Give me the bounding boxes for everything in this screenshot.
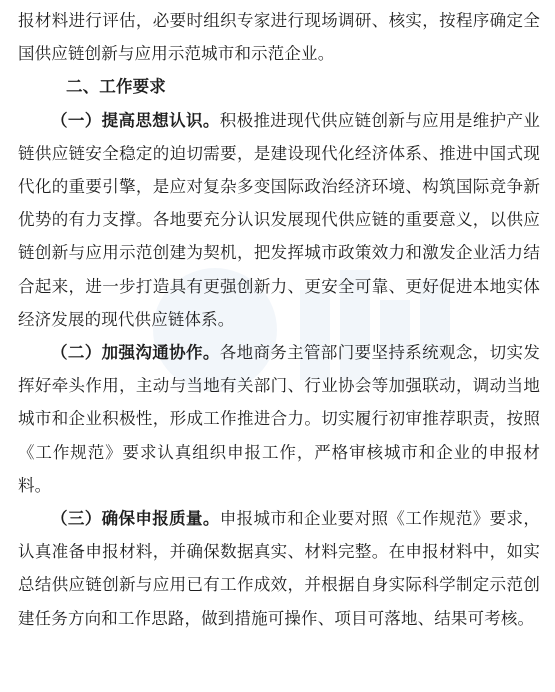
requirement-item-2-body: 各地商务主管部门要坚持系统观念，切实发挥好牵头作用，主动与当地有关部门、行业协会等加强联动，调动当地城市和企业积极性，形成工作推进合力。切实履行初审推荐职责，按照《工作规范》要求认真组织申报工作，严格审核城市和企业的申报材料。 xyxy=(18,343,541,495)
section-heading: 二、工作要求 xyxy=(66,77,166,97)
requirement-item-2-lead: （二）加强沟通协作。 xyxy=(51,343,220,363)
requirement-item-1-body: 积极推进现代供应链创新与应用是维护产业链供应链安全稳定的迫切需要，是建设现代化经济体系、推进中国式现代化的重要引擎，是应对复杂多变国际政治经济环境、构筑国际竞争新优势的有力支撑。各地要充分认识发展现代供应链的重要意义，以供应链创新与应用示范创建为契机，把发挥城市政策效力和激发企业活力结合起来，进一步打造具有更强创新力、更安全可靠、更好促进本地实体经济发展的现代供应链体系。 xyxy=(18,110,541,329)
requirement-item-1-lead: （一）提高思想认识。 xyxy=(51,110,220,130)
requirement-item-3-lead: （三）确保申报质量。 xyxy=(51,509,220,529)
requirement-item-3-body: 申报城市和企业要对照《工作规范》要求，认真准备申报材料，并确保数据真实、材料完整。在申报材料中，如实总结供应链创新与应用已有工作成效，并根据自身实际科学制定示范创建任务方向和工作思路，做到措施可操作、项目可落地、结果可考核。 xyxy=(18,509,541,628)
requirement-item-1 xyxy=(18,104,540,336)
requirement-item-3 xyxy=(18,502,540,635)
requirement-item-2 xyxy=(18,336,540,502)
document-body xyxy=(18,4,540,635)
intro-paragraph: 报材料进行评估，必要时组织专家进行现场调研、核实，按程序确定全国供应链创新与应用示范城市和示范企业。 xyxy=(18,11,540,64)
